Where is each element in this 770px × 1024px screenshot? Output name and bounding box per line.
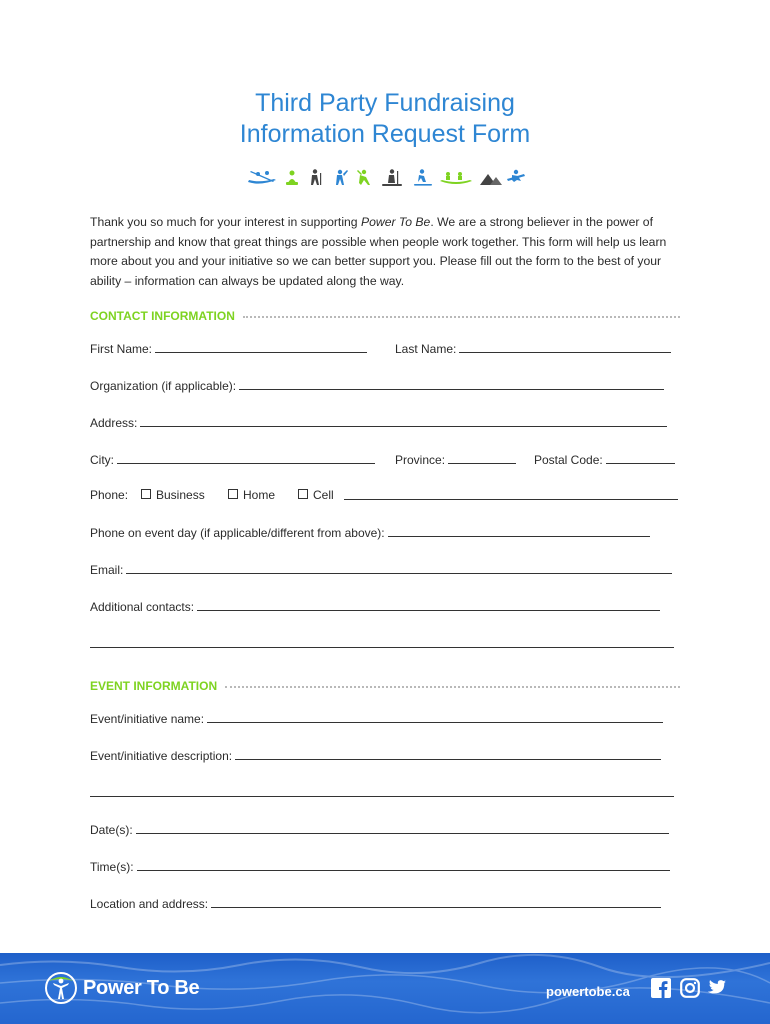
website-link[interactable]: powertobe.ca bbox=[546, 984, 630, 999]
intro-text-after: . We are a strong believer in the power of partnership and know that great things are possible when people work together. This form will help us learn more about you and your initiative so we can better support you. Please fill out the form to the best of your ability – information can always be updated along the way. bbox=[90, 215, 667, 288]
event-times-input-line[interactable] bbox=[137, 859, 670, 871]
phone-home-label: Home bbox=[243, 488, 276, 502]
email-input-line[interactable] bbox=[126, 562, 672, 574]
phone-cell-checkbox[interactable] bbox=[298, 489, 308, 499]
event-times-field bbox=[90, 859, 670, 874]
postal-code-input-line[interactable] bbox=[606, 452, 675, 464]
email-field bbox=[90, 562, 672, 577]
event-section-header bbox=[90, 678, 680, 694]
phone-field bbox=[90, 488, 128, 502]
kayak-icon bbox=[248, 171, 276, 184]
event-description-field bbox=[90, 748, 661, 763]
activity-icons-strip bbox=[246, 168, 526, 188]
intro-paragraph bbox=[90, 213, 680, 291]
section-divider bbox=[225, 686, 680, 688]
event-location-label: Location and address: bbox=[90, 897, 209, 911]
camping-icon bbox=[480, 174, 502, 185]
event-section-title: EVENT INFORMATION bbox=[90, 679, 218, 693]
last-name-field bbox=[395, 341, 671, 356]
power-to-be-logo[interactable] bbox=[44, 971, 199, 1005]
phone-event-day-label: Phone on event day (if applicable/different from above): bbox=[90, 526, 385, 540]
power-to-be-logo-icon bbox=[44, 971, 78, 1005]
organization-input-line[interactable] bbox=[239, 378, 664, 390]
surfing-icon bbox=[507, 170, 525, 182]
phone-cell-label: Cell bbox=[313, 488, 334, 502]
phone-number-input-line[interactable] bbox=[344, 488, 678, 500]
event-location-field bbox=[90, 896, 661, 911]
instagram-icon[interactable] bbox=[680, 978, 700, 998]
first-name-input-line[interactable] bbox=[155, 341, 367, 353]
event-description-input-line[interactable] bbox=[235, 748, 661, 760]
phone-home-checkbox[interactable] bbox=[228, 489, 238, 499]
facebook-icon[interactable] bbox=[651, 978, 671, 998]
rock-climbing-icon bbox=[357, 170, 370, 185]
contact-section-title: CONTACT INFORMATION bbox=[90, 309, 235, 323]
skiing-icon bbox=[414, 169, 432, 185]
event-name-label: Event/initiative name: bbox=[90, 712, 205, 726]
additional-contacts-field bbox=[90, 599, 660, 614]
section-divider bbox=[243, 316, 680, 318]
event-dates-input-line[interactable] bbox=[136, 822, 669, 834]
city-field bbox=[90, 452, 375, 467]
form-title-line1: Third Party Fundraising bbox=[255, 89, 515, 117]
city-label: City: bbox=[90, 453, 114, 467]
phone-home-option[interactable] bbox=[228, 488, 275, 502]
phone-number-field bbox=[341, 488, 678, 503]
additional-contacts-extra-line bbox=[90, 636, 674, 651]
first-name-field bbox=[90, 341, 367, 356]
postal-code-field bbox=[534, 452, 675, 467]
province-input-line[interactable] bbox=[448, 452, 516, 464]
hiking-icon bbox=[311, 169, 321, 185]
phone-event-day-input-line[interactable] bbox=[388, 525, 650, 537]
event-description-extra-line bbox=[90, 785, 674, 800]
paddleboard-icon bbox=[382, 169, 402, 186]
address-field bbox=[90, 415, 667, 430]
event-name-input-line[interactable] bbox=[207, 711, 663, 723]
province-field bbox=[395, 452, 516, 467]
organization-field bbox=[90, 378, 664, 393]
city-input-line[interactable] bbox=[117, 452, 375, 464]
phone-event-day-field bbox=[90, 525, 650, 540]
event-times-label: Time(s): bbox=[90, 860, 134, 874]
last-name-input-line[interactable] bbox=[459, 341, 671, 353]
organization-label: Organization (if applicable): bbox=[90, 379, 237, 393]
email-label: Email: bbox=[90, 563, 124, 577]
logo-text: Power To Be bbox=[83, 976, 200, 999]
phone-business-option[interactable] bbox=[141, 488, 205, 502]
postal-code-label: Postal Code: bbox=[534, 453, 603, 467]
intro-text-before: Thank you so much for your interest in supporting bbox=[90, 215, 361, 229]
phone-label: Phone: bbox=[90, 488, 129, 502]
additional-contacts-label: Additional contacts: bbox=[90, 600, 195, 614]
phone-cell-option[interactable] bbox=[298, 488, 334, 502]
address-label: Address: bbox=[90, 416, 138, 430]
twitter-icon[interactable] bbox=[706, 979, 726, 997]
last-name-label: Last Name: bbox=[395, 342, 457, 356]
phone-business-checkbox[interactable] bbox=[141, 489, 151, 499]
first-name-label: First Name: bbox=[90, 342, 153, 356]
province-label: Province: bbox=[395, 453, 446, 467]
footer-banner bbox=[0, 953, 770, 1024]
meditation-icon bbox=[286, 171, 298, 186]
additional-contacts-input-line[interactable] bbox=[197, 599, 660, 611]
intro-brand: Power To Be bbox=[360, 215, 431, 229]
event-dates-label: Date(s): bbox=[90, 823, 133, 837]
event-dates-field bbox=[90, 822, 669, 837]
canoe-icon bbox=[440, 172, 472, 184]
climbing-icon bbox=[336, 170, 348, 185]
form-title-line2: Information Request Form bbox=[239, 120, 531, 148]
event-location-input-line[interactable] bbox=[211, 896, 661, 908]
phone-business-label: Business bbox=[156, 488, 205, 502]
address-input-line[interactable] bbox=[140, 415, 667, 427]
additional-contacts-input-line-2[interactable] bbox=[90, 636, 674, 648]
event-name-field bbox=[90, 711, 663, 726]
contact-section-header bbox=[90, 308, 680, 324]
event-description-input-line-2[interactable] bbox=[90, 785, 674, 797]
event-description-label: Event/initiative description: bbox=[90, 749, 233, 763]
